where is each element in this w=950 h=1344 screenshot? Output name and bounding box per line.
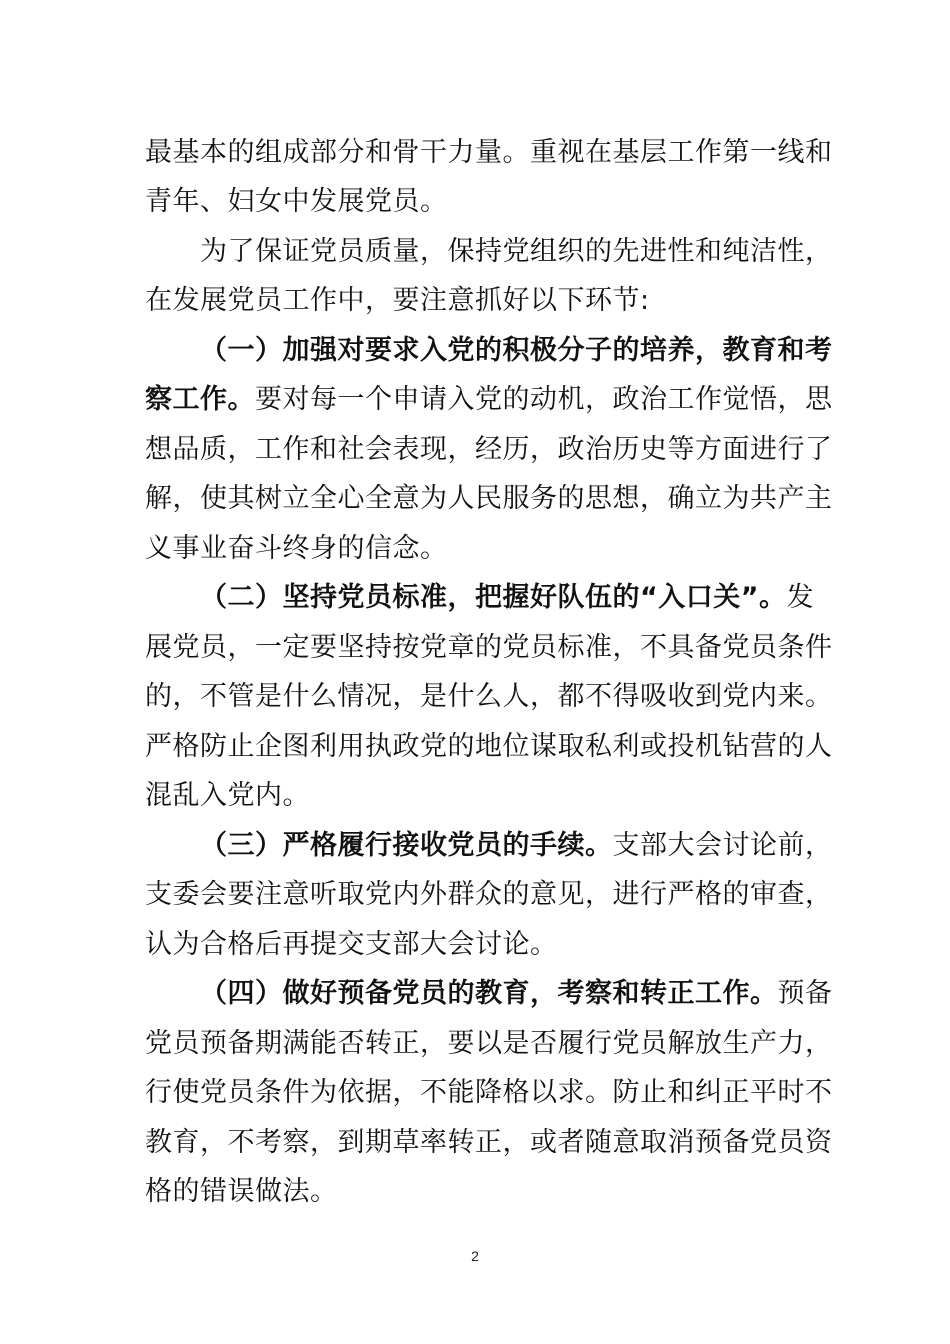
body-line xyxy=(145,677,833,717)
line-text: 严格防止企图利用执政党的地位谋取私利或投机钻营的人 xyxy=(145,731,833,762)
line-text: 要对每一个申请入党的动机，政治工作觉悟，思 xyxy=(255,384,833,415)
body-line xyxy=(145,380,833,420)
body-line xyxy=(145,133,833,173)
body-line xyxy=(145,281,810,321)
body-line xyxy=(145,1172,810,1212)
body-line xyxy=(145,727,833,767)
line-text: 支委会要注意听取党内外群众的意见，进行严格的审查， xyxy=(145,879,833,910)
line-text: 解，使其树立全心全意为人民服务的思想，确立为共产主 xyxy=(145,483,833,514)
heading-text: （三）严格履行接收党员的手续。 xyxy=(200,830,613,861)
body-line xyxy=(145,1073,833,1113)
section-heading-1 xyxy=(200,331,833,371)
line-text: 行使党员条件为依据，不能降格以求。防止和纠正平时不 xyxy=(145,1077,833,1108)
line-text: 的，不管是什么情况，是什么人，都不得吸收到党内来。 xyxy=(145,681,833,712)
body-line xyxy=(145,430,833,470)
heading-text: （一）加强对要求入党的积极分子的培养，教育和考 xyxy=(200,335,833,366)
paragraph-first-line xyxy=(200,232,833,272)
section-heading-4 xyxy=(200,974,833,1014)
heading-text: （四）做好预备党员的教育，考察和转正工作。 xyxy=(200,978,778,1009)
line-text: 最基本的组成部分和骨干力量。重视在基层工作第一线和 xyxy=(145,137,833,168)
line-text: 混乱入党内。 xyxy=(145,780,310,811)
line-text: 党员预备期满能否转正，要以是否履行党员解放生产力， xyxy=(145,1028,833,1059)
line-text: 教育，不考察，到期草率转正，或者随意取消预备党员资 xyxy=(145,1127,833,1158)
body-line xyxy=(145,875,833,915)
body-line xyxy=(145,479,833,519)
page-number: 2 xyxy=(471,1248,479,1264)
body-line xyxy=(145,628,833,668)
line-text: 为了保证党员质量，保持党组织的先进性和纯洁性， xyxy=(200,236,833,267)
line-text: 义事业奋斗终身的信念。 xyxy=(145,533,448,564)
line-text: 展党员，一定要坚持按党章的党员标准，不具备党员条件 xyxy=(145,632,833,663)
section-heading-3 xyxy=(200,826,833,866)
line-text: 想品质，工作和社会表现，经历，政治历史等方面进行了 xyxy=(145,434,833,465)
heading-text: （二）坚持党员标准，把握好队伍的“入口关”。 xyxy=(200,582,787,613)
section-heading-2 xyxy=(200,578,814,618)
line-text: 在发展党员工作中，要注意抓好以下环节: xyxy=(145,285,650,316)
body-line xyxy=(145,776,810,816)
line-text: 预备 xyxy=(777,978,833,1009)
line-text: 青年、妇女中发展党员。 xyxy=(145,186,448,217)
line-text: 发 xyxy=(786,582,814,613)
line-text: 支部大会讨论前， xyxy=(612,830,833,861)
body-line xyxy=(145,1024,833,1064)
line-text: 认为合格后再提交支部大会讨论。 xyxy=(145,929,558,960)
body-line xyxy=(145,182,810,222)
body-line xyxy=(145,925,810,965)
body-line xyxy=(145,529,810,569)
line-text: 格的错误做法。 xyxy=(145,1176,338,1207)
heading-text: 察工作。 xyxy=(145,384,255,415)
body-line xyxy=(145,1123,833,1163)
